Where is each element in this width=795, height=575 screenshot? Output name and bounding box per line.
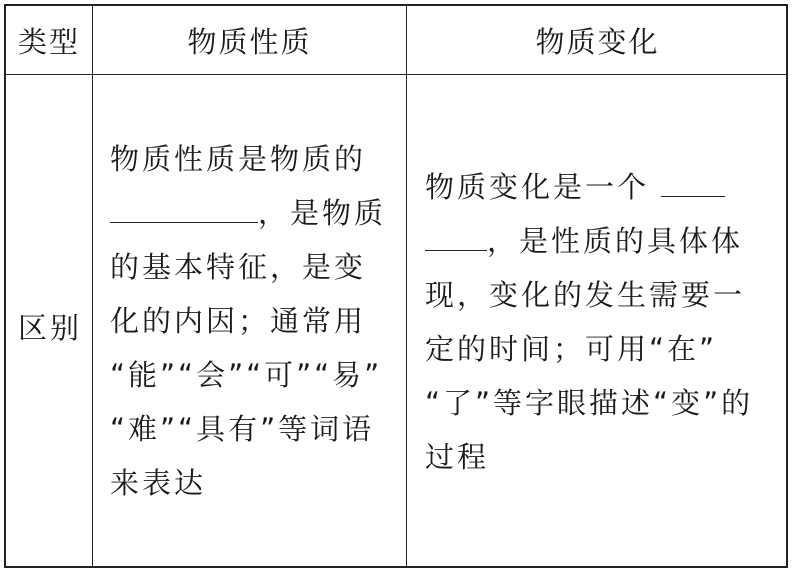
change-line: 定的时间；可用“在” [425, 332, 718, 366]
header-divider [6, 74, 786, 75]
change-line: 过程 [425, 440, 490, 474]
column-divider [406, 6, 407, 566]
property-line: 化的内因；通常用 [110, 304, 367, 338]
header-property: 物质性质 [187, 24, 312, 59]
property-line: “能”“会”“可”“易” [110, 358, 383, 392]
change-line: “了”等字眼描述“变”的 [425, 386, 754, 420]
property-line: 来表达 [110, 466, 207, 500]
property-description [110, 132, 386, 510]
property-line: 物质性质是物质的 [110, 142, 367, 176]
property-line: 的基本特征，是变 [110, 250, 367, 284]
change-line: 现，变化的发生需要一 [425, 278, 746, 312]
change-line: ，是性质的具体体 [425, 214, 753, 268]
column-divider [92, 6, 93, 566]
property-line: “难”“具有”等词语 [110, 412, 375, 446]
row-label-difference: 区别 [18, 311, 83, 345]
header-change: 物质变化 [535, 24, 660, 59]
change-line: 物质变化是一个 [425, 160, 753, 214]
comparison-table [4, 4, 788, 568]
fill-blank [110, 188, 258, 223]
header-type: 类型 [17, 24, 80, 59]
change-description [425, 160, 753, 484]
fill-blank [425, 216, 487, 251]
fill-blank [661, 162, 725, 197]
property-line: ，是物质 [110, 186, 386, 240]
